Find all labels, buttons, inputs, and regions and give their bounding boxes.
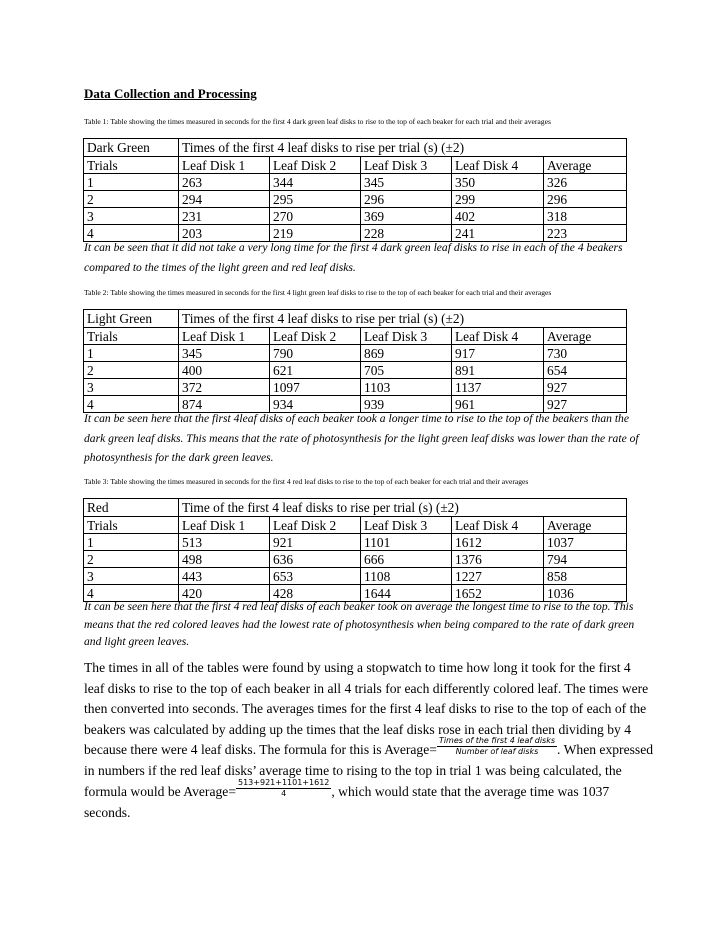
value-cell: 402 [452,208,544,225]
average-cell: 1036 [544,585,627,602]
table-1-caption: Table 1: Table showing the times measured in seconds for the first 4 dark green leaf disks to rise to the top of each beaker for each trial and their averages [84,117,551,126]
table-header-row [84,139,627,157]
trial-cell: 4 [84,225,179,242]
value-cell: 1376 [452,551,544,568]
trial-cell: 3 [84,379,179,396]
value-cell: 241 [452,225,544,242]
value-cell: 1227 [452,568,544,585]
value-cell: 1612 [452,534,544,551]
column-header-row [84,328,627,345]
average-cell: 654 [544,362,627,379]
value-cell: 891 [452,362,544,379]
table-2 [83,309,627,413]
leaf-disk-4-header: Leaf Disk 4 [452,517,544,534]
numeric-formula-fraction [236,778,331,799]
value-cell: 1652 [452,585,544,602]
table-row [84,208,627,225]
value-cell: 295 [270,191,361,208]
table-row [84,174,627,191]
average-cell: 223 [544,225,627,242]
leaf-disk-2-header: Leaf Disk 2 [270,328,361,345]
value-cell: 344 [270,174,361,191]
value-cell: 263 [179,174,270,191]
value-cell: 653 [270,568,361,585]
table-row [84,362,627,379]
value-cell: 1137 [452,379,544,396]
average-cell: 730 [544,345,627,362]
leaf-disk-1-header: Leaf Disk 1 [179,157,270,174]
trial-cell: 1 [84,345,179,362]
value-cell: 869 [361,345,452,362]
value-cell: 296 [361,191,452,208]
section-heading: Data Collection and Processing [84,86,257,101]
span-title: Time of the first 4 leaf disks to rise per trial (s) (±2) [179,499,627,517]
numeric-numerator: 513+921+1101+1612 [238,778,330,788]
trials-header: Trials [84,157,179,174]
trial-cell: 1 [84,534,179,551]
color-label: Red [84,499,179,517]
trial-cell: 2 [84,362,179,379]
value-cell: 934 [270,396,361,413]
average-cell: 318 [544,208,627,225]
value-cell: 428 [270,585,361,602]
average-cell: 927 [544,379,627,396]
color-label: Light Green [84,310,179,328]
value-cell: 443 [179,568,270,585]
average-cell: 296 [544,191,627,208]
leaf-disk-3-header: Leaf Disk 3 [361,328,452,345]
average-cell: 794 [544,551,627,568]
table-header-row [84,499,627,517]
leaf-disk-3-header: Leaf Disk 3 [361,517,452,534]
table-row [84,551,627,568]
value-cell: 270 [270,208,361,225]
value-cell: 372 [179,379,270,396]
trial-cell: 1 [84,174,179,191]
value-cell: 961 [452,396,544,413]
formula-numerator: Times of the first 4 leaf disks [438,736,556,746]
column-header-row [84,157,627,174]
method-paragraph [84,658,654,824]
trial-cell: 4 [84,396,179,413]
value-cell: 1108 [361,568,452,585]
table-header-row [84,310,627,328]
value-cell: 203 [179,225,270,242]
value-cell: 1101 [361,534,452,551]
value-cell: 921 [270,534,361,551]
value-cell: 400 [179,362,270,379]
leaf-disk-2-header: Leaf Disk 2 [270,517,361,534]
average-header: Average [544,328,627,345]
value-cell: 917 [452,345,544,362]
table-row [84,191,627,208]
leaf-disk-1-header: Leaf Disk 1 [179,328,270,345]
table-1 [83,138,627,242]
value-cell: 369 [361,208,452,225]
value-cell: 513 [179,534,270,551]
trial-cell: 4 [84,585,179,602]
table-1-note: It can be seen that it did not take a very long time for the first 4 dark green leaf disks to rise in each of the 4 beakers compared to the times of the light green and red leaf disks. [84,241,623,274]
average-header: Average [544,517,627,534]
value-cell: 345 [361,174,452,191]
value-cell: 1097 [270,379,361,396]
paragraph-ending: , which would state that the average time was 1037 seconds. [84,783,610,821]
value-cell: 705 [361,362,452,379]
average-cell: 858 [544,568,627,585]
value-cell: 621 [270,362,361,379]
value-cell: 874 [179,396,270,413]
value-cell: 299 [452,191,544,208]
average-formula-fraction [437,736,557,757]
value-cell: 294 [179,191,270,208]
span-title: Times of the first 4 leaf disks to rise per trial (s) (±2) [179,310,627,328]
table-row [84,568,627,585]
value-cell: 636 [270,551,361,568]
table-row [84,534,627,551]
table-3-caption: Table 3: Table showing the times measured in seconds for the first 4 red leaf disks to rise to the top of each beaker for each trial and their averages [84,477,529,486]
span-title: Times of the first 4 leaf disks to rise per trial (s) (±2) [179,139,627,157]
value-cell: 219 [270,225,361,242]
table-3 [83,498,627,602]
average-cell: 1037 [544,534,627,551]
value-cell: 228 [361,225,452,242]
table-3-note: It can be seen here that the first 4 red leaf disks of each beaker took on average the longest time to rise to the top. This means that the red colored leaves had the lowest rate of photosynthesis when being compared to the rate of dark green and light green leaves. [84,600,635,648]
trial-cell: 3 [84,568,179,585]
leaf-disk-2-header: Leaf Disk 2 [270,157,361,174]
value-cell: 350 [452,174,544,191]
value-cell: 1644 [361,585,452,602]
value-cell: 939 [361,396,452,413]
table-row [84,345,627,362]
color-label: Dark Green [84,139,179,157]
value-cell: 345 [179,345,270,362]
value-cell: 1103 [361,379,452,396]
numeric-denominator: 4 [281,789,287,799]
value-cell: 790 [270,345,361,362]
value-cell: 498 [179,551,270,568]
leaf-disk-4-header: Leaf Disk 4 [452,328,544,345]
leaf-disk-3-header: Leaf Disk 3 [361,157,452,174]
table-row [84,379,627,396]
leaf-disk-1-header: Leaf Disk 1 [179,517,270,534]
trial-cell: 3 [84,208,179,225]
table-2-note: It can be seen here that the first 4leaf disks of each beaker took a longer time to rise to the top of the beakers than the dark green leaf disks. This means that the rate of photosynthesis for the light green leaf disks was lower than the rate of photosynthesis for the dark green leaves. [84,412,639,464]
table-2-caption: Table 2: Table showing the times measured in seconds for the first 4 light green leaf disks to rise to the top of each beaker for each trial and their averages [84,288,552,297]
formula-prefix: Average= [384,742,437,757]
trial-cell: 2 [84,551,179,568]
trials-header: Trials [84,328,179,345]
value-cell: 420 [179,585,270,602]
average-header: Average [544,157,627,174]
value-cell: 666 [361,551,452,568]
trial-cell: 2 [84,191,179,208]
average-cell: 927 [544,396,627,413]
value-cell: 231 [179,208,270,225]
average-cell: 326 [544,174,627,191]
trials-header: Trials [84,517,179,534]
leaf-disk-4-header: Leaf Disk 4 [452,157,544,174]
column-header-row [84,517,627,534]
formula-denominator: Number of leaf disks [455,747,539,757]
paragraph-intro: The times in all of the tables were found by using a stopwatch to time how long it took for the first 4 leaf disks to rise to the top of each beaker in all 4 trials for each differently colored leaf. The times were then converted into seconds. The averages times for the first 4 leaf disks to rise to the top of each of the beakers was calculated by adding up the times that the leaf disks rose in each trial then dividing by 4 because there were 4 leaf disks. The formula for this is [84,660,649,757]
paragraph-middle: . When expressed in numbers if the red leaf disks’ average time to rising to the top in trial 1 was being calculated, the formula would be Average= [84,742,654,799]
